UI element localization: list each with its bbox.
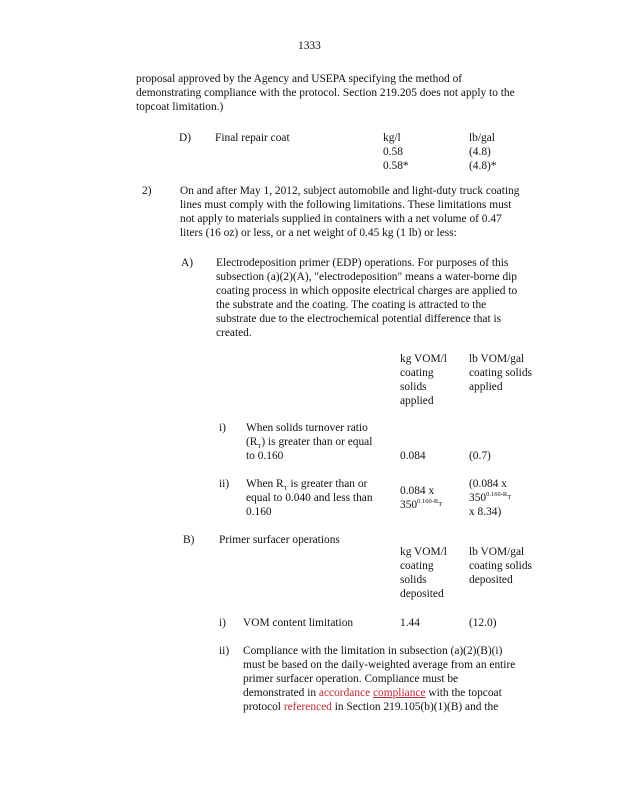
- intro-line: proposal approved by the Agency and USEPA specifying the method of: [136, 73, 463, 85]
- b-row-ii-line: [243, 700, 515, 714]
- table-cell: (4.8): [469, 146, 491, 158]
- text-fragment: in Section 219.105(b)(1)(B) and the: [331, 701, 499, 713]
- formula-line: (0.084 x: [469, 478, 507, 490]
- item-a-line: coating process in which opposite electrical charges are applied to: [216, 285, 518, 297]
- formula-line: 0.084 x: [400, 485, 435, 497]
- row-text: 0.160: [246, 506, 272, 518]
- item-d-metric-column: [383, 131, 409, 173]
- text-fragment: protocol: [243, 701, 284, 713]
- row-text: equal to 0.040 and less than: [246, 492, 373, 504]
- column-header: deposited: [400, 588, 444, 600]
- subscript: T: [257, 443, 262, 450]
- row-i-label: i): [219, 422, 226, 434]
- inserted-text: compliance: [373, 687, 426, 699]
- row-text: to 0.160: [246, 450, 284, 462]
- table-cell: (4.8)*: [469, 160, 497, 172]
- column-header: lb VOM/gal: [469, 546, 525, 558]
- table-cell: 0.58: [383, 146, 403, 158]
- item-b-label: B): [183, 534, 195, 546]
- item-2-line: liters (16 oz) or less, or a net weight of 0.45 kg (1 lb) or less:: [180, 227, 457, 239]
- formula-base: 350: [400, 499, 418, 511]
- column-header: kg VOM/l: [400, 353, 447, 365]
- b-row-ii-label: ii): [219, 645, 230, 657]
- row-ii-metric-formula: [400, 484, 442, 512]
- row-text: When solids turnover ratio: [246, 422, 368, 434]
- b-row-ii-line: [243, 686, 515, 700]
- item-2-paragraph: [180, 184, 519, 240]
- table-cell: lb/gal: [469, 132, 495, 144]
- formula-line: [469, 491, 511, 505]
- column-header: solids: [400, 574, 427, 586]
- b-row-i-label: i): [219, 617, 226, 629]
- item-d-english-column: [469, 131, 497, 173]
- b-row-ii-line: primer surfacer operation. Compliance must be: [243, 673, 459, 685]
- b-row-i-metric-value: 1.44: [400, 617, 420, 629]
- column-header: coating: [400, 367, 434, 379]
- formula-line: [400, 498, 442, 512]
- subscript: T: [283, 485, 288, 492]
- text-fragment: ) is greater than or equal: [261, 436, 373, 448]
- b-row-i-text: VOM content limitation: [243, 617, 354, 629]
- text-fragment: is greater than or: [287, 478, 368, 490]
- item-2-label: 2): [142, 185, 152, 197]
- item-a-line: subsection (a)(2)(A), "electrodeposition" means a water-borne dip: [216, 271, 518, 283]
- row-ii-description: [246, 477, 373, 519]
- item-a-header-english: [469, 352, 532, 394]
- row-i-metric-value: 0.084: [400, 450, 426, 462]
- b-row-i-english-value: (12.0): [469, 617, 497, 629]
- item-2-line: On and after May 1, 2012, subject automobile and light-duty truck coating: [180, 185, 520, 197]
- item-a-line: substrate due to the electrochemical potential difference that is: [216, 313, 502, 325]
- item-a-label: A): [181, 257, 194, 269]
- item-a-line: the substrate and the coating. The coating is attracted to the: [216, 299, 487, 311]
- formula-line: x 8.34): [469, 506, 502, 518]
- formula-base: 350: [469, 492, 487, 504]
- row-ii-label: ii): [219, 478, 230, 490]
- text-fragment: demonstrated in: [243, 687, 319, 699]
- column-header: kg VOM/l: [400, 546, 447, 558]
- b-row-ii-paragraph: [243, 644, 515, 714]
- column-header: applied: [400, 395, 434, 407]
- item-a-header-metric: [400, 352, 447, 408]
- item-d-label: D): [179, 132, 192, 144]
- column-header: deposited: [469, 574, 513, 586]
- intro-line: topcoat limitation.): [136, 101, 224, 113]
- text-fragment: When R: [246, 478, 284, 490]
- item-d-title: Final repair coat: [215, 132, 290, 144]
- item-2-line: not apply to materials supplied in containers with a net volume of 0.47: [180, 213, 502, 225]
- column-header: lb VOM/gal: [469, 353, 525, 365]
- formula-exponent: 0.160-R: [417, 498, 439, 505]
- item-a-line: Electrodeposition primer (EDP) operations. For purposes of this: [216, 257, 509, 269]
- column-header: applied: [469, 381, 503, 393]
- subscript: T: [438, 501, 443, 508]
- item-b-header-metric: [400, 545, 447, 601]
- intro-paragraph: [136, 72, 515, 114]
- intro-line: demonstrating compliance with the protocol. Section 219.205 does not apply to the: [136, 87, 515, 99]
- item-b-title: Primer surfacer operations: [219, 534, 340, 546]
- column-header: coating solids: [469, 560, 532, 572]
- item-2-line: lines must comply with the following limitations. These limitations must: [180, 199, 512, 211]
- formula-exponent: 0.160-R: [486, 491, 508, 498]
- row-ii-english-formula: [469, 477, 511, 519]
- row-i-english-value: (0.7): [469, 450, 491, 462]
- table-cell: 0.58*: [383, 160, 409, 172]
- row-i-description: [246, 421, 372, 463]
- revised-text: referenced: [283, 701, 332, 713]
- b-row-ii-line: Compliance with the limitation in subsection (a)(2)(B)(i): [243, 645, 503, 657]
- item-a-paragraph: [216, 256, 517, 340]
- column-header: solids: [400, 381, 427, 393]
- item-b-header-english: [469, 545, 532, 587]
- column-header: coating: [400, 560, 434, 572]
- deleted-text: accordance: [318, 687, 371, 699]
- subscript: T: [507, 494, 512, 501]
- row-text: [246, 477, 373, 491]
- text-fragment: with the topcoat: [425, 687, 502, 699]
- row-text: [246, 435, 372, 449]
- column-header: coating solids: [469, 367, 532, 379]
- b-row-ii-line: must be based on the daily-weighted average from an entire: [243, 659, 516, 671]
- item-a-line: created.: [216, 327, 252, 339]
- table-cell: kg/l: [383, 132, 401, 144]
- text-fragment: (R: [246, 436, 258, 448]
- page-number: 1333: [298, 40, 321, 52]
